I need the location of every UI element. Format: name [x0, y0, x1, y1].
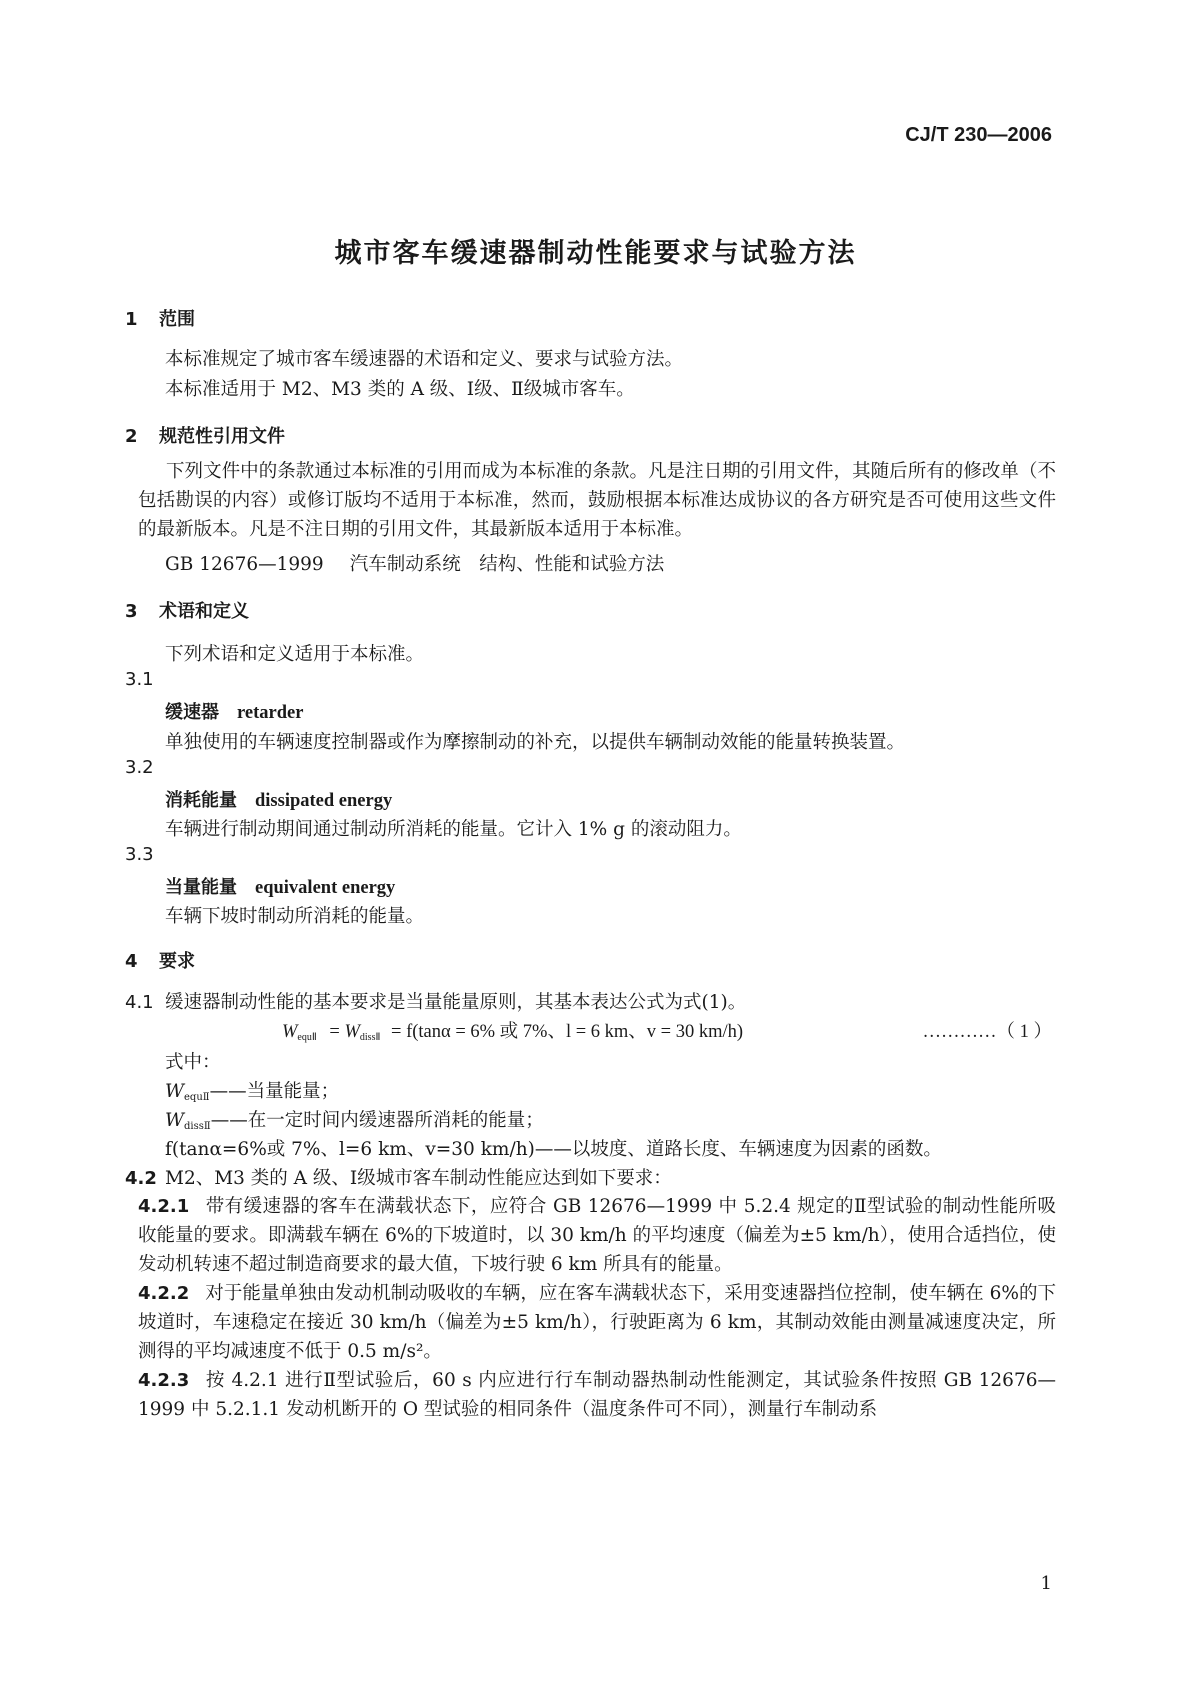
term-heading [165, 698, 303, 724]
term-definition: 单独使用的车辆速度控制器或作为摩擦制动的补充，以提供车辆制动效能的能量转换装置。 [165, 732, 906, 753]
formula-symbol: W [344, 1022, 360, 1042]
term-en: equivalent energy [255, 878, 396, 898]
legend-description: ——当量能量； [209, 1081, 340, 1102]
term-heading [165, 786, 392, 812]
page-number: 1 [1040, 1573, 1052, 1594]
legend-item [165, 1106, 544, 1132]
reference-entry [165, 550, 664, 576]
term-en: retarder [237, 703, 304, 723]
formula-subscript: dissⅡ [359, 1032, 381, 1043]
section-title: 范围 [159, 309, 195, 330]
terms-intro: 下列术语和定义适用于本标准。 [165, 644, 425, 665]
term-zh: 消耗能量 [165, 790, 237, 811]
scope-paragraph-2: 本标准适用于 M2、M3 类的 A 级、Ⅰ级、Ⅱ级城市客车。 [165, 379, 635, 400]
normative-references-paragraph: 下列文件中的条款通过本标准的引用而成为本标准的条款。凡是注日期的引用文件，其随后所有的修改单（不包括勘误的内容）或修订版均不适用于本标准，然而，鼓励根据本标准达成协议的各方研究是否可使用这些文件的最新版本。凡是不注日期的引用文件，其最新版本适用于本标准。 [138, 461, 1056, 540]
clause-4-2-3 [138, 1366, 1056, 1424]
term-zh: 当量能量 [165, 877, 237, 898]
clause-4-2-2 [138, 1279, 1056, 1366]
section-number: 4 [125, 951, 138, 972]
formula-symbol: W [282, 1022, 298, 1042]
scope-paragraph-1: 本标准规定了城市客车缓速器的术语和定义、要求与试验方法。 [165, 349, 684, 370]
document-title: 城市客车缓速器制动性能要求与试验方法 [334, 238, 857, 269]
clause-number: 4.1 [125, 992, 154, 1013]
term-number: 3.3 [125, 844, 154, 865]
term-number: 3.2 [125, 757, 154, 778]
section-number: 1 [125, 309, 138, 330]
clause-4-2 [125, 1164, 672, 1190]
clause-number: 4.2.1 [138, 1196, 190, 1217]
term-number: 3.1 [125, 669, 154, 690]
equation-label: …………（ 1 ） [922, 1022, 1052, 1042]
legend-subscript: equⅡ [184, 1092, 210, 1103]
section-1-heading [125, 305, 195, 331]
section-title: 要求 [159, 951, 195, 972]
section-title: 术语和定义 [159, 601, 249, 622]
section-number: 3 [125, 601, 138, 622]
legend-item-function: f(tanα=6%或 7%、l=6 km、v=30 km/h)——以坡度、道路长度、车辆速度为因素的函数。 [165, 1139, 942, 1160]
standard-code: CJ/T 230—2006 [905, 124, 1052, 146]
where-label: 式中： [165, 1052, 221, 1073]
clause-text: 按 4.2.1 进行Ⅱ型试验后，60 s 内应进行行车制动器热制动性能测定，其试验条件按照 GB 12676—1999 中 5.2.1.1 发动机断开的 O 型试验的相同条件（温度条件可不同），测量行车制动系 [138, 1370, 1056, 1420]
term-definition: 车辆进行制动期间通过制动所消耗的能量。它计入 1% g 的滚动阻力。 [165, 819, 742, 840]
clause-text: 带有缓速器的客车在满载状态下，应符合 GB 12676—1999 中 5.2.4 规定的Ⅱ型试验的制动性能所吸收能量的要求。即满载车辆在 6%的下坡道时，以 30 km/h 的平均速度（偏差为±5 km/h），使用合适挡位，使发动机转速不超过制造商要求的最大值，下坡行驶 6 km 所具有的能量。 [138, 1196, 1056, 1275]
clause-number: 4.2 [125, 1168, 157, 1189]
clause-text: 对于能量单独由发动机制动吸收的车辆，应在客车满载状态下，采用变速器挡位控制，使车辆在 6%的下坡道时，车速稳定在接近 30 km/h（偏差为±5 km/h），行驶距离为 6 km，其制动效能由测量减速度决定，所测得的平均减速度不低于 0.5 m/s²。 [138, 1283, 1056, 1362]
legend-symbol: W [165, 1081, 185, 1102]
section-4-heading [125, 947, 195, 973]
clause-text: 缓速器制动性能的基本要求是当量能量原则，其基本表达公式为式(1)。 [165, 992, 747, 1013]
clause-4-2-1 [138, 1192, 1056, 1279]
formula-rhs: = f(tanα = 6% 或 7%、l = 6 km、v = 30 km/h) [391, 1022, 744, 1042]
section-2-heading [125, 422, 285, 448]
term-zh: 缓速器 [165, 702, 219, 723]
reference-title: 汽车制动系统 结构、性能和试验方法 [349, 554, 665, 575]
clause-4-1 [125, 988, 746, 1014]
legend-symbol: W [165, 1110, 185, 1131]
clause-number: 4.2.2 [138, 1283, 190, 1304]
formula-1: $W_{equⅡ} = W_{dissⅡ} = f(\tan\alpha = 6\%$ 或 7%、l = 6 km、v = 30 km/h) [282, 1022, 744, 1043]
clause-text: M2、M3 类的 A 级、Ⅰ级城市客车制动性能应达到如下要求： [165, 1168, 672, 1189]
term-heading [165, 873, 395, 899]
section-3-heading [125, 597, 249, 623]
legend-description: ——在一定时间内缓速器所消耗的能量； [210, 1110, 544, 1131]
section-number: 2 [125, 426, 138, 447]
legend-subscript: dissⅡ [184, 1121, 211, 1132]
term-en: dissipated energy [255, 791, 393, 811]
legend-item [165, 1077, 339, 1103]
clause-number: 4.2.3 [138, 1370, 190, 1391]
reference-code: GB 12676—1999 [165, 554, 324, 575]
formula-subscript: equⅡ [297, 1032, 317, 1043]
section-title: 规范性引用文件 [159, 426, 285, 447]
term-definition: 车辆下坡时制动所消耗的能量。 [165, 906, 425, 927]
